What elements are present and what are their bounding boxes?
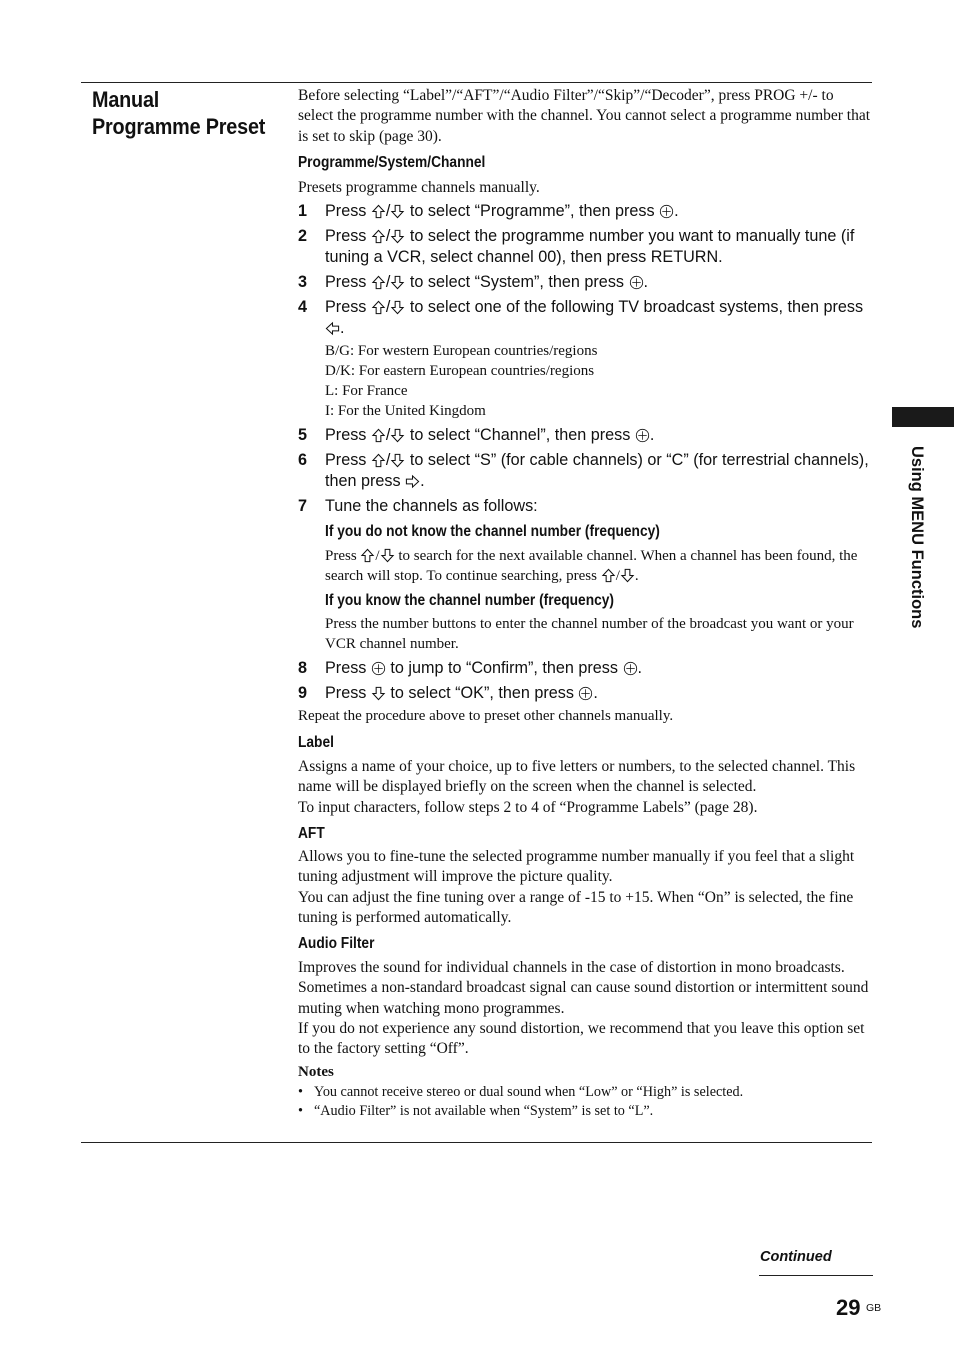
top-rule <box>81 82 872 83</box>
step-number: 4 <box>298 298 308 316</box>
notes-heading: Notes <box>298 1064 334 1080</box>
side-tab-marker <box>892 407 954 427</box>
continued-label: Continued <box>760 1249 832 1265</box>
unknown-channel-text: Press / to search for the next available channel. When a channel has been found, the search will stop. To continue searching, press / . <box>325 548 858 584</box>
aft-paragraph-1: Allows you to fine-tune the selected programme number manually if you feel that a slight tuning adjustment will improve the picture quality. <box>298 848 855 886</box>
down-arrow-icon <box>390 229 405 244</box>
down-arrow-icon <box>620 568 635 583</box>
up-arrow-icon <box>371 300 386 315</box>
side-tab-label: Using MENU Functions <box>908 446 926 629</box>
ok-button-icon <box>659 204 674 219</box>
audio-filter-paragraph-1: Improves the sound for individual channels in the case of distortion in mono broadcasts. Sometimes a non-standard broadcast signal can cause sound distortion or intermittent sound muting when watching mono programmes. <box>298 959 869 1017</box>
known-channel-text: Press the number buttons to enter the channel number of the broadcast you want or your VCR channel number. <box>325 616 854 652</box>
step-number: 8 <box>298 659 308 677</box>
down-arrow-icon <box>390 300 405 315</box>
page-number: 29 <box>836 1295 861 1320</box>
audio-filter-paragraph-2: If you do not experience any sound distortion, we recommend that you leave this option set to the factory setting “Off”. <box>298 1020 865 1058</box>
step-number: 6 <box>298 451 308 469</box>
ok-button-icon <box>371 661 386 676</box>
down-arrow-icon <box>390 204 405 219</box>
system-bg: B/G: For western European countries/regions <box>325 343 598 359</box>
system-l: L: For France <box>325 383 408 399</box>
aft-paragraph-2: You can adjust the fine tuning over a range of -15 to +15. When “On” is selected, the fine tuning is performed automatically. <box>298 889 854 927</box>
ok-button-icon <box>623 661 638 676</box>
label-heading: Label <box>298 734 334 751</box>
up-arrow-icon <box>371 453 386 468</box>
known-channel-heading: If you know the channel number (frequency) <box>325 592 615 609</box>
label-paragraph-2: To input characters, follow steps 2 to 4 of “Programme Labels” (page 28). <box>298 799 758 816</box>
up-arrow-icon <box>371 275 386 290</box>
left-arrow-icon <box>325 321 340 336</box>
step-number: 2 <box>298 227 308 245</box>
down-arrow-icon <box>390 453 405 468</box>
down-arrow-icon <box>380 548 395 563</box>
step-number: 9 <box>298 684 308 702</box>
programme-system-channel-heading: Programme/System/Channel <box>298 154 486 171</box>
intro-paragraph: Before selecting “Label”/“AFT”/“Audio Filter”/“Skip”/“Decoder”, press PROG +/- to select the programme number with the channel. You cannot select a programme number that is set to skip (page 30). <box>298 87 871 145</box>
up-arrow-icon <box>371 229 386 244</box>
ok-button-icon <box>629 275 644 290</box>
down-arrow-icon <box>371 686 386 701</box>
label-paragraph-1: Assigns a name of your choice, up to five letters or numbers, to the selected channel. This name will be displayed briefly on the screen when the channel is selected. <box>298 758 856 796</box>
down-arrow-icon <box>390 275 405 290</box>
bottom-rule <box>81 1142 872 1143</box>
section-title: Manual Programme Preset <box>92 87 266 139</box>
repeat-note: Repeat the procedure above to preset other channels manually. <box>298 708 674 724</box>
programme-desc: Presets programme channels manually. <box>298 179 540 196</box>
up-arrow-icon <box>371 204 386 219</box>
aft-heading: AFT <box>298 825 325 842</box>
ok-button-icon <box>635 428 650 443</box>
up-arrow-icon <box>371 428 386 443</box>
down-arrow-icon <box>390 428 405 443</box>
system-i: I: For the United Kingdom <box>325 403 486 419</box>
up-arrow-icon <box>601 568 616 583</box>
ok-button-icon <box>578 686 593 701</box>
page-suffix: GB <box>866 1302 882 1314</box>
right-arrow-icon <box>405 474 420 489</box>
step-number: 3 <box>298 273 308 291</box>
unknown-channel-heading: If you do not know the channel number (frequency) <box>325 523 660 540</box>
step-number: 5 <box>298 426 308 444</box>
step-number: 7 <box>298 497 308 515</box>
up-arrow-icon <box>360 548 375 563</box>
step-number: 1 <box>298 202 308 220</box>
continued-rule <box>759 1275 873 1276</box>
system-dk: D/K: For eastern European countries/regions <box>325 363 595 379</box>
audio-filter-heading: Audio Filter <box>298 935 375 952</box>
